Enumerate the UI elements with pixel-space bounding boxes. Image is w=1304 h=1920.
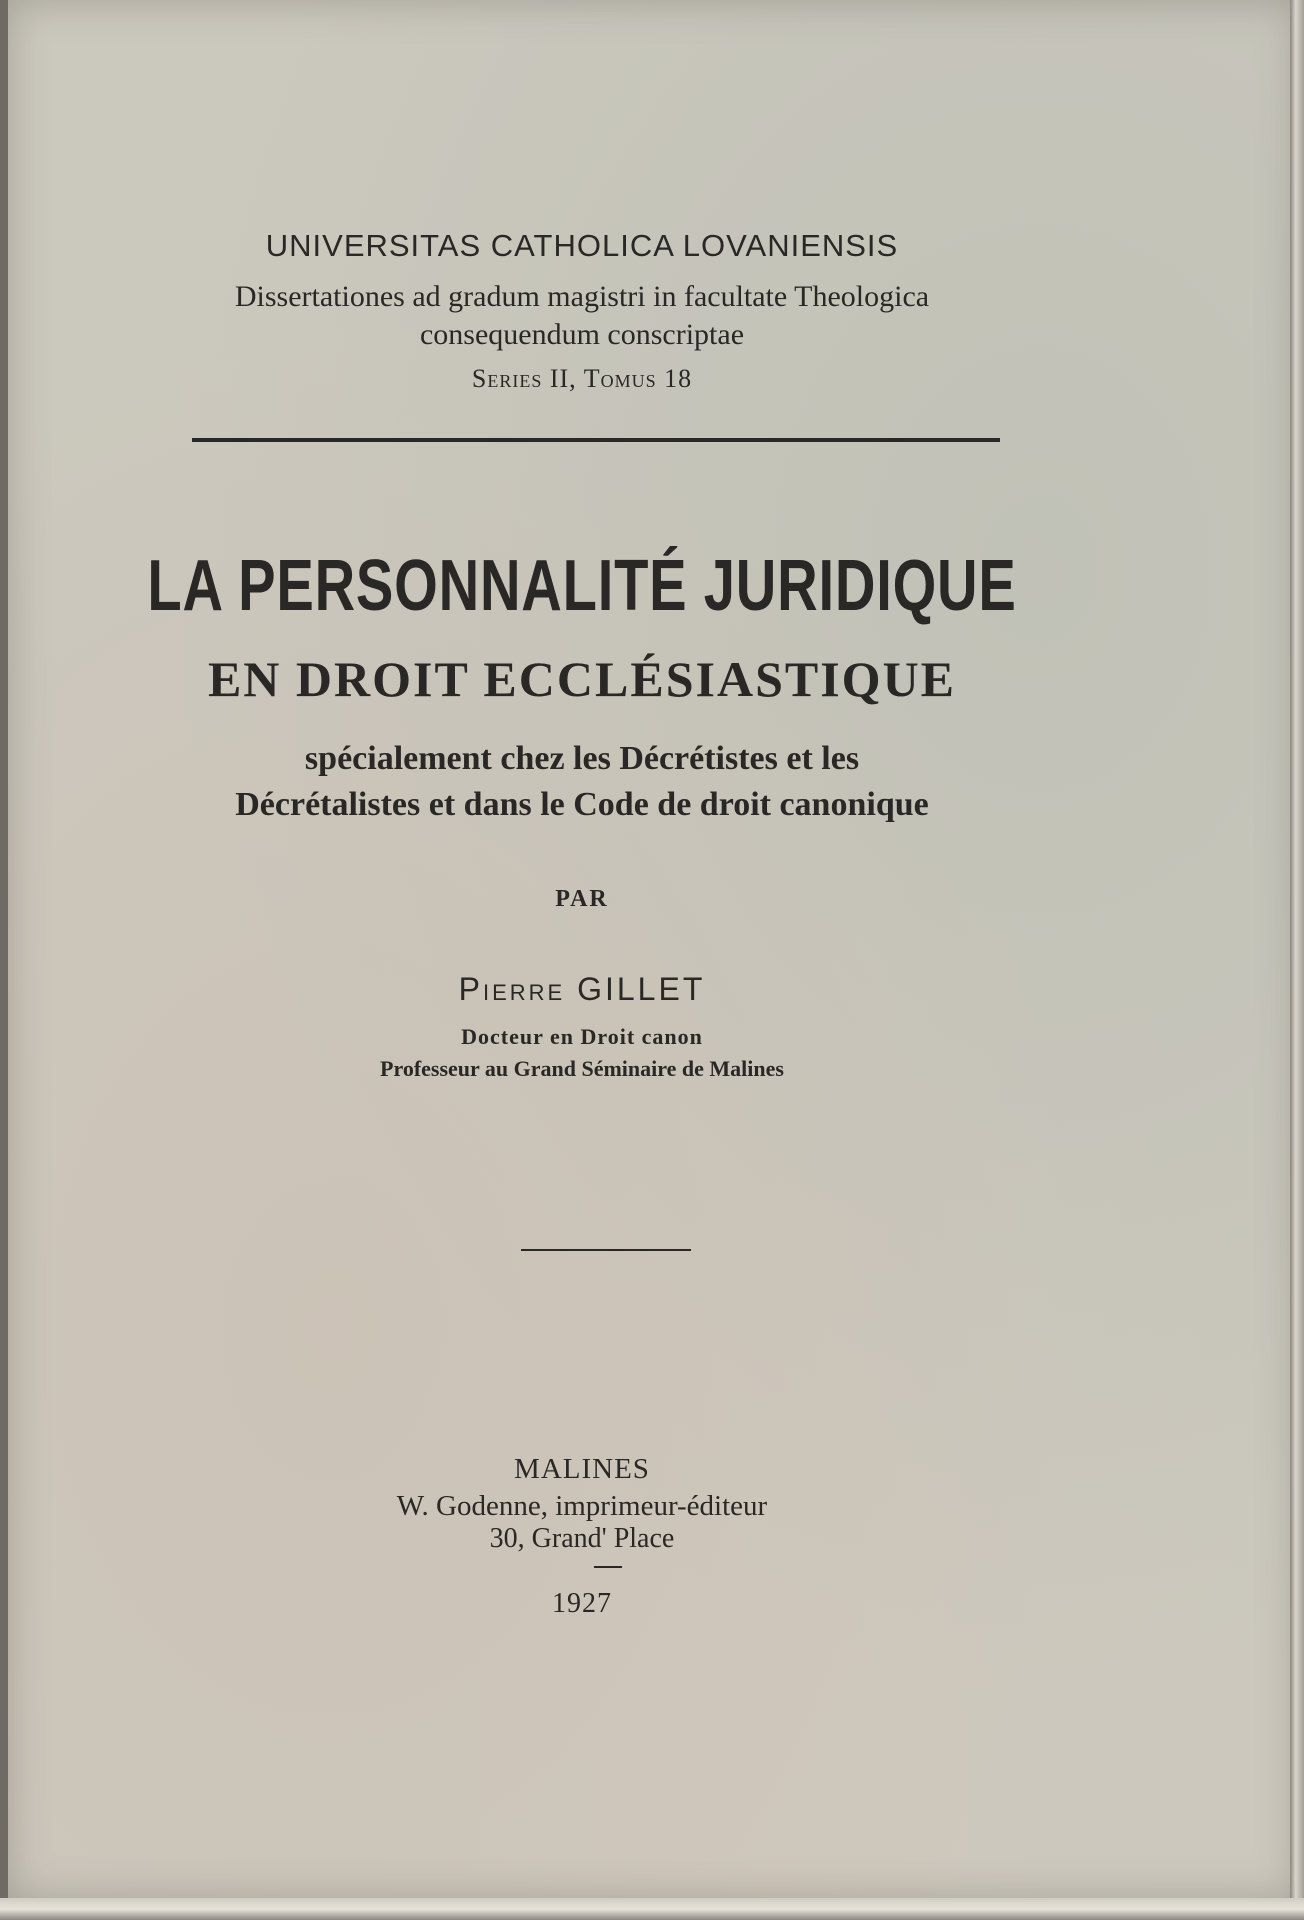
publisher-address: 30, Grand' Place xyxy=(489,1523,675,1554)
page-edge-bottom xyxy=(0,1898,1304,1920)
series-volume: Series II, Tomus 18 xyxy=(471,364,693,393)
author-credential-2: Professeur au Grand Séminaire de Malines xyxy=(380,1056,784,1081)
top-divider xyxy=(192,438,1000,442)
author-credential-1: Docteur en Droit canon xyxy=(461,1024,703,1049)
subtitle-line-1: spécialement chez les Décrétistes et les xyxy=(304,740,860,777)
book-cover xyxy=(8,0,1298,1900)
page-edge-right xyxy=(1290,0,1304,1920)
by-label: PAR xyxy=(555,886,609,912)
middle-divider xyxy=(521,1249,691,1251)
dissertation-line-1: Dissertationes ad gradum magistri in facultate Theologica xyxy=(234,280,930,313)
publication-city: MALINES xyxy=(514,1453,650,1485)
author-name: Pierre GILLET xyxy=(458,971,706,1007)
year-divider xyxy=(594,1566,622,1568)
publication-year: 1927 xyxy=(552,1588,612,1619)
subtitle-line-2: Décrétalistes et dans le Code de droit canonique xyxy=(235,786,929,823)
university-name: UNIVERSITAS CATHOLICA LOVANIENSIS xyxy=(265,228,899,263)
main-title: LA PERSONNALITÉ JURIDIQUE xyxy=(147,546,1017,626)
secondary-title: EN DROIT ECCLÉSIASTIQUE xyxy=(207,651,957,707)
publisher: W. Godenne, imprimeur-éditeur xyxy=(396,1490,768,1522)
dissertation-line-2: consequendum conscriptae xyxy=(419,318,745,351)
